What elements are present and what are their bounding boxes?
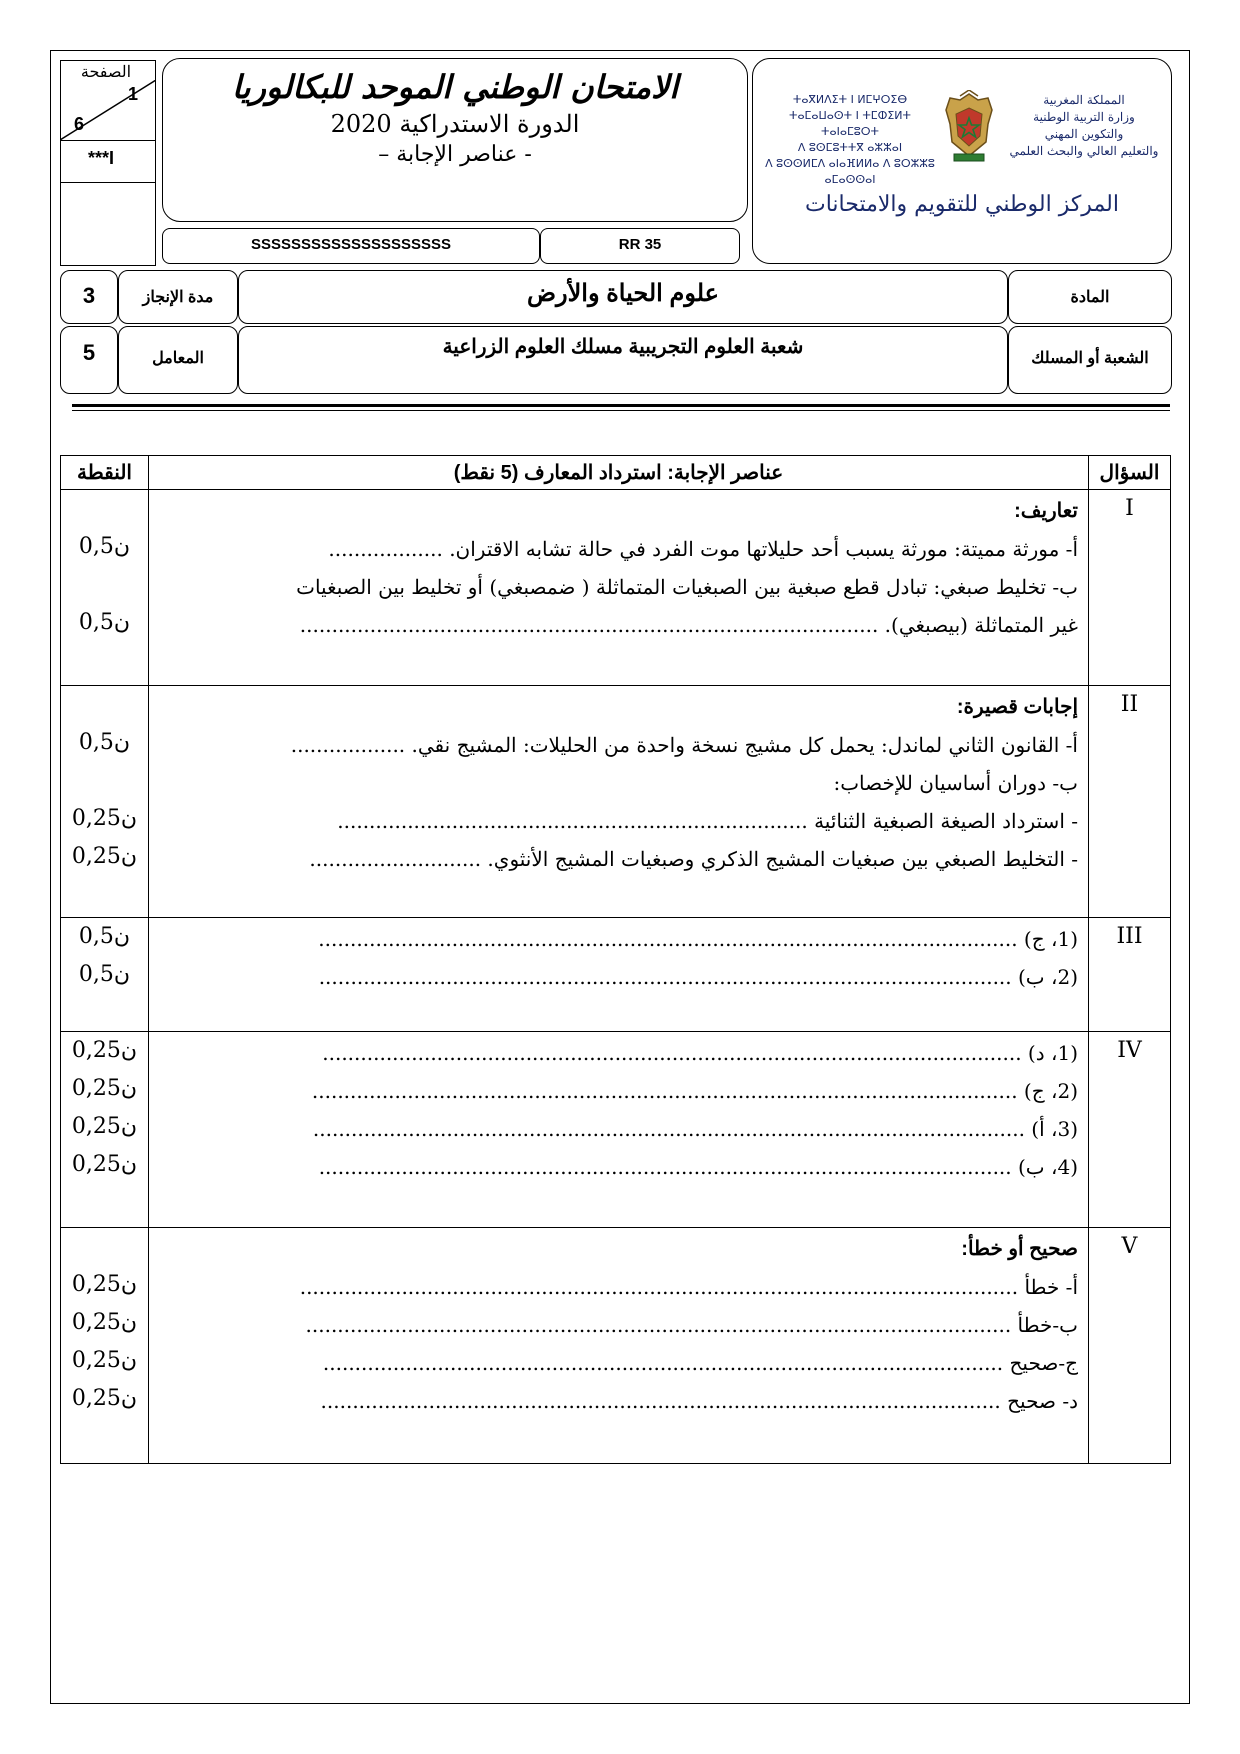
table-header-row [61,456,1171,490]
answer-table [60,455,1171,1464]
answer-line: أ- مورثة مميتة: مورثة يسبب أحد حليلاتها موت الفرد في حالة تشابه الاقتران. .................. [328,537,1078,561]
code-divider [60,182,156,183]
col-question-header: السؤال [1089,456,1171,490]
col-answer-header: عناصر الإجابة: استرداد المعارف (5 نقط) [149,456,1089,490]
answer-line: (4، ب) ............................................................................................................. [318,1155,1078,1179]
question-number: II [1089,686,1171,918]
answer-line: (3، أ) ................................................................................................................ [312,1117,1078,1141]
header-separator [72,404,1170,407]
amazigh-line-2: ⵜⴰⵎⴰⵡⴰⵙⵜ ⵏ ⵜⵎⵀⵉⵍⵜ ⵜⴰⵏⴰⵎⵓⵔⵜ [789,109,911,138]
coat-of-arms-icon [938,90,1000,164]
ministry-line-1: المملكة المغربية [1043,93,1125,107]
coef-value: 5 [82,340,96,365]
answer-line: ب- دوران أساسيان للإخصاب: [833,771,1078,795]
score-value: 0,5ن [78,534,131,559]
answer-line: (1، د) .............................................................................................................. [322,1041,1078,1065]
table-row [61,1032,1171,1228]
code-mark: ***I [88,148,115,168]
question-number: V [1089,1228,1171,1464]
duration-value: 3 [82,283,96,308]
page-number-divider [60,140,156,141]
ministry-line-4: والتعليم العالي والبحث العلمي [1009,144,1159,158]
answer-cell [149,1032,1089,1228]
score-value: 0,25ن [71,1076,138,1101]
answer-line: - التخليط الصبغي بين صبغيات المشيج الذكري وصبغيات المشيج الأنثوي. ........................... [309,847,1078,871]
score-value: 0,25ن [71,806,138,831]
center-name: المركز الوطني للتقويم والامتحانات [805,192,1119,217]
score-value [61,566,148,604]
score-value: 0,25ن [71,844,138,869]
duration-label: مدة الإنجاز [142,289,214,306]
ministry-lines [1004,92,1164,160]
score-value: 0,5ن [78,730,131,755]
coef-label: المعامل [152,350,204,367]
score-cell [61,1032,149,1228]
doc-type: - عناصر الإجابة – [378,142,532,167]
score-cell [61,686,149,918]
answer-line: (2، ج) ............................................................................................................... [311,1079,1078,1103]
score-cell [61,490,149,686]
page-number: 1 [128,84,139,104]
answer-line: ب-خطأ ............................................................................................................... [305,1313,1078,1337]
track-label: الشعبة أو المسلك [1031,350,1149,367]
header-separator-thin [72,410,1170,411]
amazigh-line-4: ⴷ ⵓⵙⵙⵍⵎⴷ ⴰⵏⴰⴼⵍⵍⴰ ⴷ ⵓⵔⵣⵣⵓ ⴰⵎⴰⵙⵙⴰⵏ [765,157,935,186]
score-value: 0,5ن [78,962,131,987]
score-value [61,762,148,800]
score-cell [61,918,149,1032]
col-score-header: النقطة [61,456,149,490]
score-value: 0,25ن [71,1310,138,1335]
subject-value: علوم الحياة والأرض [526,280,719,307]
answer-line: (1، ج) .............................................................................................................. [318,927,1078,951]
table-row [61,1228,1171,1464]
answer-cell [149,1228,1089,1464]
ministry-line-3: والتكوين المهني [1044,127,1124,141]
score-value: 0,25ن [71,1386,138,1411]
score-cell [61,1228,149,1464]
amazigh-lines [760,92,940,188]
score-value: 0,25ن [71,1272,138,1297]
exam-session: الدورة الاستدراكية 2020 [330,110,580,138]
answer-line: ج-صحيح ........................................................................................................... [322,1351,1078,1375]
question-number: I [1089,490,1171,686]
answer-line: (2، ب) ............................................................................................................. [318,965,1078,989]
answer-cell [149,490,1089,686]
table-row [61,918,1171,1032]
answer-line: - استرداد الصيغة الصبغية الثنائية .......................................................................... [337,809,1078,833]
answer-line: أ- القانون الثاني لماندل: يحمل كل مشيج نسخة واحدة من الحليلات: المشيج نقي. .................. [290,733,1078,757]
ref-code: RR 35 [618,236,662,253]
answer-cell [149,686,1089,918]
amazigh-line-3: ⴷ ⵓⵙⵎⵓⵜⵜⴳ ⴰⵣⵣⴰⵏ [797,141,903,154]
score-value: 0,25ن [71,1348,138,1373]
amazigh-line-1: ⵜⴰⴳⵍⴷⵉⵜ ⵏ ⵍⵎⵖⵔⵉⴱ [792,93,908,106]
subject-code: SSSSSSSSSSSSSSSSSSSS [250,236,452,253]
answer-line: أ- خطأ ................................................................................................................. [299,1275,1078,1299]
ministry-line-2: وزارة التربية الوطنية [1033,110,1135,124]
page-label: الصفحة [80,64,132,81]
section-title: إجابات قصيرة: [956,696,1078,718]
exam-title: الامتحان الوطني الموحد للبكالوريا [231,68,679,106]
subject-label: المادة [1070,289,1110,306]
score-value: 0,25ن [71,1152,138,1177]
answer-line: ب- تخليط صبغي: تبادل قطع صبغية بين الصبغيات المتماثلة ( ضمصبغي) أو تخليط بين الصبغيات [296,575,1078,599]
score-value: 0,25ن [71,1114,138,1139]
section-title: صحيح أو خطأ: [961,1238,1078,1260]
question-number: III [1089,918,1171,1032]
score-value: 0,5ن [78,610,131,635]
section-title: تعاريف: [1014,500,1078,522]
score-value: 0,25ن [71,1038,138,1063]
answer-cell [149,918,1089,1032]
question-number: IV [1089,1032,1171,1228]
table-row [61,490,1171,686]
page-total: 6 [74,114,85,134]
score-value: 0,5ن [78,924,131,949]
answer-line: د- صحيح ........................................................................................................... [320,1389,1078,1413]
answer-line: غير المتماثلة (بيصبغي). ........................................................................................... [299,613,1078,637]
track-value: شعبة العلوم التجريبية مسلك العلوم الزراعية [442,336,804,358]
table-row [61,686,1171,918]
